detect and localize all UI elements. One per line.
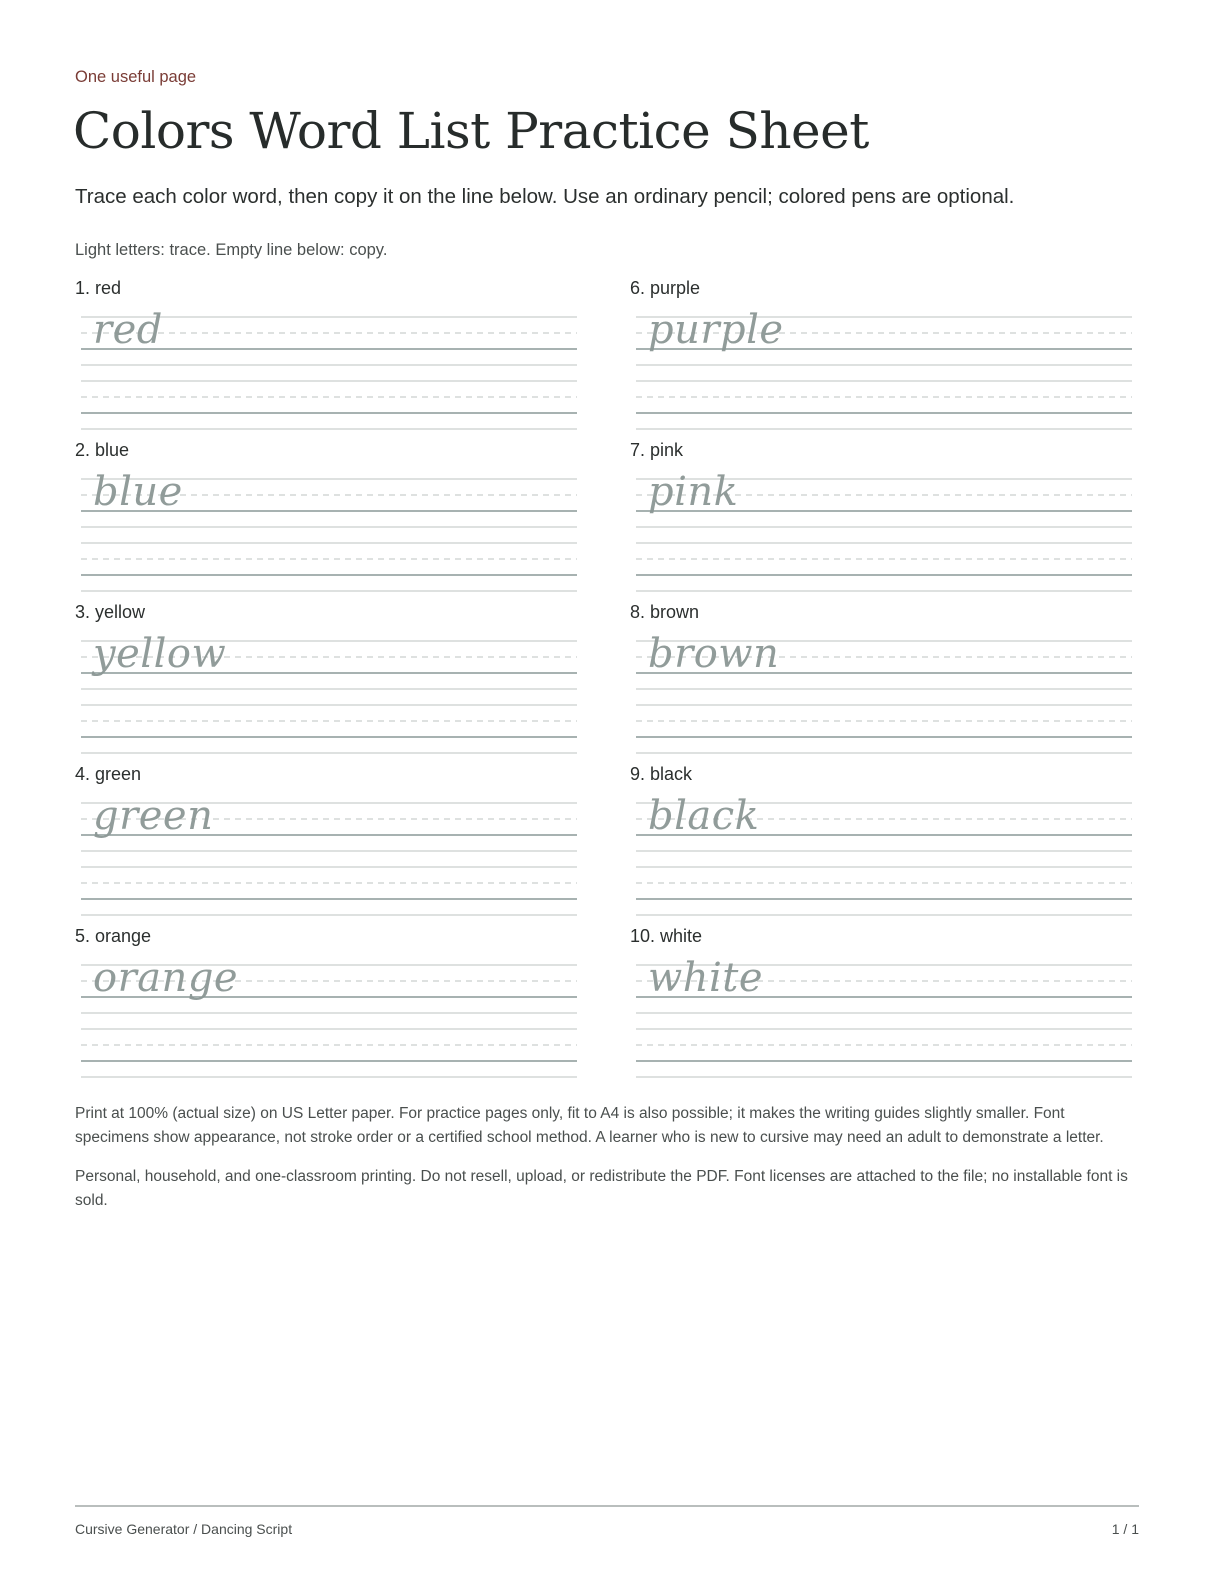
- word-block: [630, 439, 1132, 595]
- word-block: [75, 277, 577, 433]
- writing-guides: [636, 793, 1132, 917]
- page-number: 1 / 1: [1111, 1521, 1139, 1537]
- writing-guides: [636, 307, 1132, 431]
- word-block: [75, 763, 577, 919]
- writing-guides: [81, 307, 577, 431]
- writing-guides: [81, 793, 577, 917]
- trace-word: red: [93, 307, 163, 353]
- word-block: [630, 925, 1132, 1081]
- writing-guides: [81, 469, 577, 593]
- word-label: 6. purple: [630, 278, 701, 298]
- trace-word: green: [93, 793, 214, 839]
- trace-word: blue: [93, 469, 183, 515]
- word-label: 9. black: [630, 764, 693, 784]
- trace-word: yellow: [93, 631, 227, 677]
- eyebrow-text: One useful page: [75, 68, 197, 86]
- word-label: 5. orange: [75, 926, 152, 946]
- trace-word: orange: [93, 955, 239, 1001]
- word-block: [630, 277, 1132, 433]
- word-label: 8. brown: [630, 602, 700, 622]
- intro-text: Trace each color word, then copy it on the line below. Use an ordinary pencil; colored pens are optional.: [75, 185, 1015, 208]
- page-title: Colors Word List Practice Sheet: [73, 102, 869, 160]
- word-label: 10. white: [630, 926, 703, 946]
- footer-source: Cursive Generator / Dancing Script: [75, 1521, 293, 1537]
- word-block: [75, 925, 577, 1081]
- trace-word: purple: [648, 307, 784, 353]
- word-block: [75, 601, 577, 757]
- print-notes: [75, 1102, 1141, 1228]
- license-notice: Personal, household, and one-classroom printing. Do not resell, upload, or redistribute the PDF. Font licenses are attached to the file; no installable font is sold.: [75, 1168, 1128, 1209]
- word-label: 4. green: [75, 764, 142, 784]
- writing-guides: [81, 631, 577, 755]
- trace-word: black: [648, 793, 760, 839]
- word-block: [630, 601, 1132, 757]
- word-label: 1. red: [75, 278, 122, 298]
- word-block: [75, 439, 577, 595]
- writing-guides: [81, 955, 577, 1079]
- word-label: 7. pink: [630, 440, 684, 460]
- word-block: [630, 763, 1132, 919]
- print-instructions: Print at 100% (actual size) on US Letter paper. For practice pages only, fit to A4 is also possible; it makes the writing guides slightly smaller. Font specimens show appearance, not stroke order or a certified school method. A learner who is new to cursive may need an adult to demonstrate a letter.: [75, 1105, 1104, 1146]
- word-label: 3. yellow: [75, 602, 146, 622]
- trace-word: brown: [648, 631, 780, 677]
- writing-guides: [636, 469, 1132, 593]
- footer-divider: [75, 1505, 1139, 1507]
- writing-guides: [636, 955, 1132, 1079]
- trace-word: white: [648, 955, 764, 1001]
- trace-word: pink: [648, 469, 739, 515]
- writing-guides: [636, 631, 1132, 755]
- word-label: 2. blue: [75, 440, 130, 460]
- legend-text: Light letters: trace. Empty line below: copy.: [75, 241, 388, 259]
